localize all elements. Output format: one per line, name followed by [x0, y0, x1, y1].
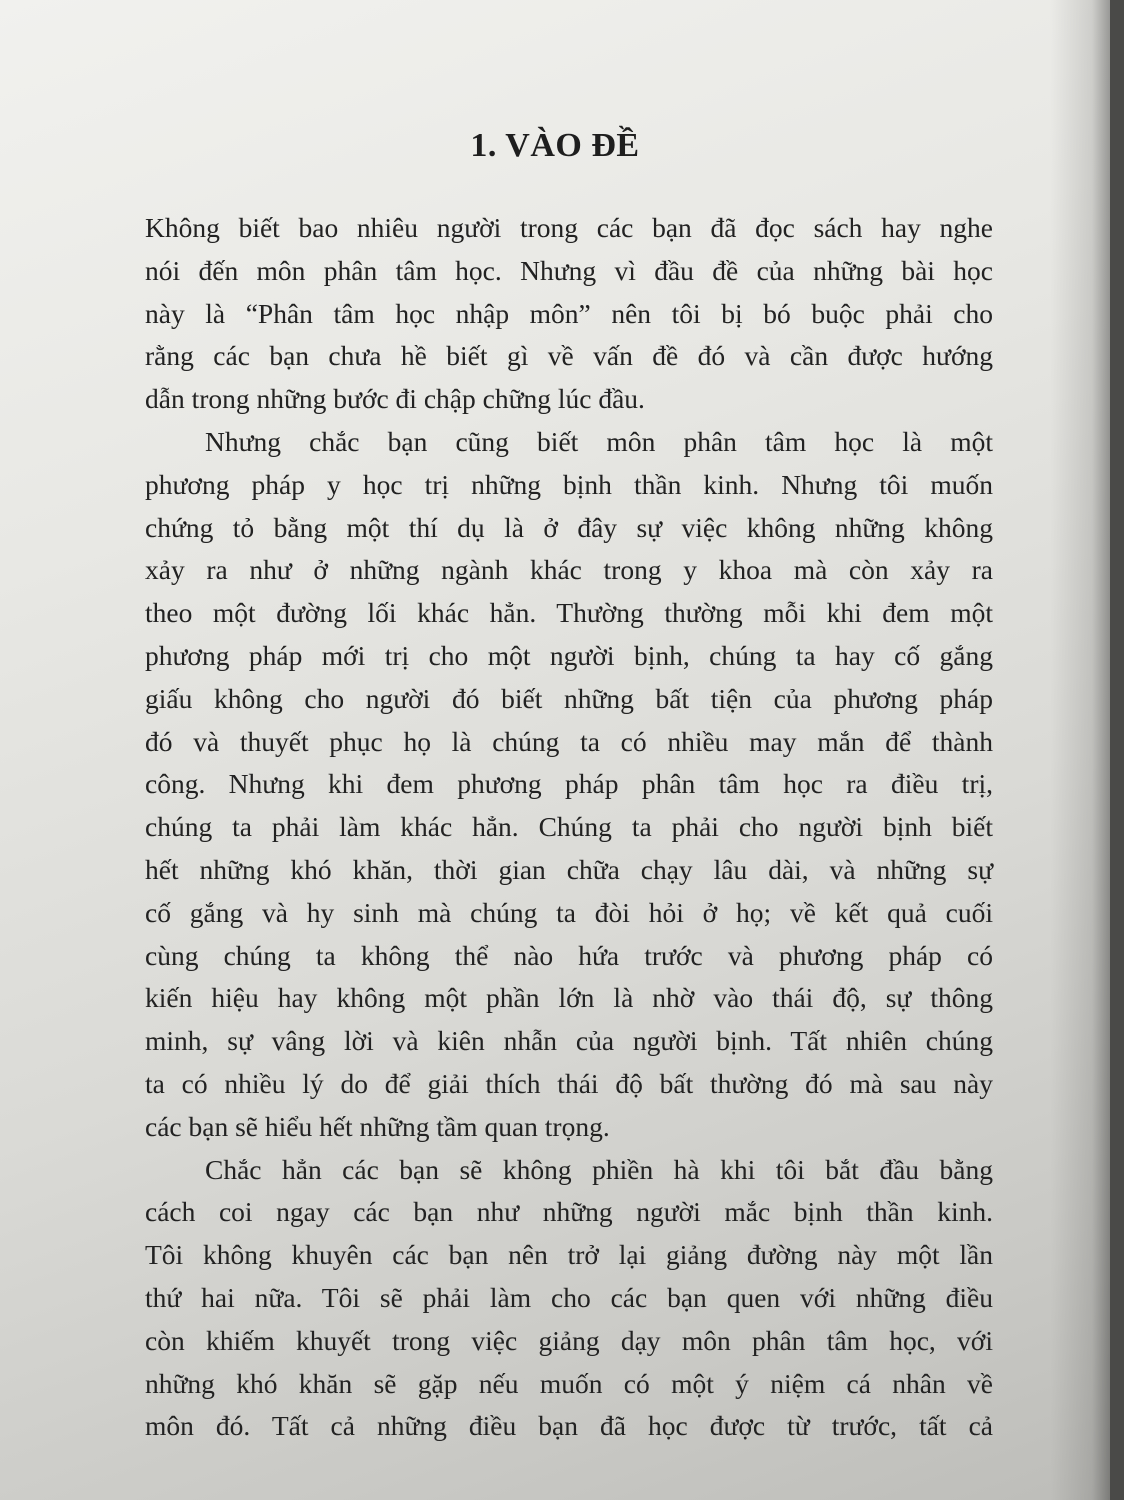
paragraph — [145, 421, 993, 1149]
text-line: hết những khó khăn, thời gian chữa chạy lâu dài, và những sự — [145, 853, 993, 885]
page-edge-shadow — [1050, 0, 1110, 1500]
chapter-title: 1. VÀO ĐỀ — [470, 127, 640, 164]
text-line: phương pháp y học trị những bịnh thần kinh. Nhưng tôi muốn — [145, 468, 993, 500]
text-line: ta có nhiều lý do để giải thích thái độ bất thường đó mà sau này — [145, 1067, 993, 1099]
text-line: phương pháp mới trị cho một người bịnh, chúng ta hay cố gắng — [145, 639, 993, 671]
text-line: môn đó. Tất cả những điều bạn đã học được từ trước, tất cả — [145, 1410, 993, 1442]
text-line: này là “Phân tâm học nhập môn” nên tôi bị bó buộc phải cho — [145, 297, 993, 329]
paragraph — [145, 1149, 993, 1449]
text-line: các bạn sẽ hiểu hết những tầm quan trọng. — [145, 1110, 610, 1142]
text-line: giấu không cho người đó biết những bất tiện của phương pháp — [145, 682, 993, 714]
text-line: theo một đường lối khác hẳn. Thường thường mỗi khi đem một — [145, 597, 993, 629]
text-line: dẫn trong những bước đi chập chững lúc đầu. — [145, 383, 645, 415]
text-line: thứ hai nữa. Tôi sẽ phải làm cho các bạn quen với những điều — [145, 1281, 993, 1313]
text-line: những khó khăn sẽ gặp nếu muốn có một ý niệm cá nhân về — [145, 1367, 993, 1399]
text-line: cùng chúng ta không thể nào hứa trước và phương pháp có — [145, 939, 993, 971]
text-line: còn khiếm khuyết trong việc giảng dạy môn phân tâm học, với — [145, 1324, 993, 1356]
text-line: Nhưng chắc bạn cũng biết môn phân tâm học là một — [205, 425, 993, 457]
show-through-text — [295, 0, 1055, 220]
text-line: xảy ra như ở những ngành khác trong y khoa mà còn xảy ra — [145, 554, 993, 586]
text-line: Không biết bao nhiêu người trong các bạn đã đọc sách hay nghe — [145, 212, 993, 243]
body-text — [145, 207, 993, 1448]
text-line: minh, sự vâng lời và kiên nhẫn của người bịnh. Tất nhiên chúng — [145, 1025, 993, 1057]
text-line: Chắc hẳn các bạn sẽ không phiền hà khi tôi bắt đầu bằng — [205, 1153, 993, 1185]
text-line: đó và thuyết phục họ là chúng ta có nhiều may mắn để thành — [145, 725, 993, 757]
text-line: công. Nhưng khi đem phương pháp phân tâm học ra điều trị, — [145, 768, 993, 800]
text-line: kiến hiệu hay không một phần lớn là nhờ vào thái độ, sự thông — [145, 982, 993, 1014]
text-line: nói đến môn phân tâm học. Nhưng vì đầu đề của những bài học — [145, 254, 993, 286]
text-line: cách coi ngay các bạn như những người mắc bịnh thần kinh. — [145, 1196, 993, 1228]
text-line: chứng tỏ bằng một thí dụ là ở đây sự việc không những không — [145, 511, 993, 543]
text-line: chúng ta phải làm khác hẳn. Chúng ta phải cho người bịnh biết — [145, 811, 993, 843]
paragraph — [145, 207, 993, 421]
text-line: Tôi không khuyên các bạn nên trở lại giảng đường này một lần — [145, 1239, 993, 1271]
text-line: cố gắng và hy sinh mà chúng ta đòi hỏi ở họ; về kết quả cuối — [145, 896, 993, 928]
text-line: rằng các bạn chưa hề biết gì về vấn đề đó và cần được hướng — [145, 340, 993, 372]
